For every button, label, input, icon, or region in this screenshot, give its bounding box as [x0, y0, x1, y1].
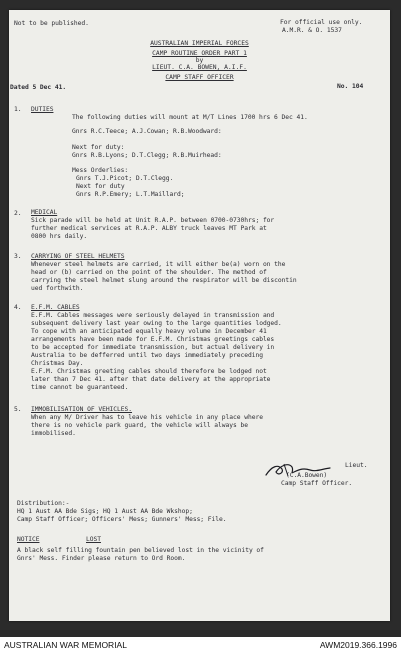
- medical-line: Sick parade will be held at Unit R.A.P. between 0700-0730hrs; for: [31, 217, 275, 224]
- section-number: 5.: [14, 406, 22, 413]
- notice-line: A black self filling fountain pen believed lost in the vicinity of: [17, 547, 264, 554]
- archive-name: AUSTRALIAN WAR MEMORIAL: [4, 640, 127, 650]
- not-published-note: Not to be published.: [14, 20, 89, 27]
- cables-line: later than 7 Dec 41. after that date delivery at the appropriate: [31, 376, 271, 383]
- duties-intro: The following duties will mount at M/T Lines 1700 hrs 6 Dec 41.: [72, 114, 308, 121]
- order-date: Dated 5 Dec 41.: [10, 84, 67, 91]
- signature-name: (C.A.Bowen): [286, 472, 328, 479]
- by-text: by: [195, 57, 204, 64]
- cables-line: E.F.M. Cables messages were seriously delayed in transmission and: [31, 312, 275, 319]
- cables-line: E.F.M. Christmas greeting cables should therefore be lodged not: [31, 368, 267, 375]
- section-heading-vehicles: IMMOBILISATION OF VEHICLES.: [31, 406, 133, 413]
- medical-line: 0800 hrs daily.: [31, 233, 88, 240]
- duties-line: Next for duty: [76, 183, 125, 190]
- cables-line: to be accepted for immediate transmission, but actual delivery in: [31, 344, 275, 351]
- helmets-line: ued forthwith.: [31, 285, 84, 292]
- distribution-heading: Distribution:-: [17, 500, 70, 507]
- distribution-line: HQ 1 Aust AA Bde Sigs; HQ 1 Aust AA Bde Wkshop;: [17, 508, 193, 515]
- official-use-note: For official use only.: [280, 19, 363, 26]
- vehicles-line: there is no vehicle park guard, the vehicle will always be: [31, 422, 248, 429]
- medical-line: further medical services at R.A.P. ALBY truck leaves MT Park at: [31, 225, 267, 232]
- force-title: AUSTRALIAN IMPERIAL FORCES: [150, 40, 249, 47]
- vehicles-line: When any M/ Driver has to leave his vehicle in any place where: [31, 414, 263, 421]
- order-title: CAMP ROUTINE ORDER PART 1: [152, 50, 247, 57]
- form-reference: A.M.R. & O. 1537: [282, 27, 342, 34]
- section-heading-cables: E.F.M. CABLES: [31, 304, 80, 311]
- duties-line: Gnrs R.P.Emery; L.T.Maillard;: [76, 191, 185, 198]
- helmets-line: Whenever steel helmets are carried, it will either be(a) worn on the: [31, 261, 286, 268]
- duties-line: Gnrs T.J.Picot; D.T.Clegg.: [76, 175, 174, 182]
- officer-role: CAMP STAFF OFFICER: [165, 74, 234, 81]
- signature-rank: Lieut.: [345, 462, 368, 469]
- vehicles-line: immobilised.: [31, 430, 76, 437]
- distribution-line: Camp Staff Officer; Officers' Mess; Gunners' Mess; File.: [17, 516, 227, 523]
- document-page: [9, 10, 390, 621]
- duties-line: Mess Orderlies:: [72, 167, 129, 174]
- section-number: 3.: [14, 253, 22, 260]
- cables-line: subsequent delivery last year owing to the large quantities lodged.: [31, 320, 282, 327]
- notice-label: NOTICE: [17, 536, 40, 543]
- section-heading-medical: MEDICAL: [31, 209, 58, 216]
- cables-line: To cope with an anticipated equally heavy volume in December 41: [31, 328, 267, 335]
- signature-role: Camp Staff Officer.: [281, 480, 353, 487]
- cables-line: arrangements have been made for E.F.M. Christmas greetings cables: [31, 336, 275, 343]
- section-heading-duties: DUTIES: [31, 106, 54, 113]
- officer-name: LIEUT. C.A. BOWEN, A.I.F.: [152, 64, 247, 71]
- section-number: 2.: [14, 210, 22, 217]
- cables-line: Australia to be defferred until two days immediately preceding: [31, 352, 263, 359]
- helmets-line: carrying the steel helmet slung around the respirator will be discontin: [31, 277, 297, 284]
- helmets-line: head or (b) carried on the point of the shoulder. The method of: [31, 269, 267, 276]
- section-heading-helmets: CARRYING OF STEEL HELMETS: [31, 253, 125, 260]
- cables-line: time cannot be guaranteed.: [31, 384, 129, 391]
- cables-line: Christmas Day.: [31, 360, 84, 367]
- duties-line: Gnrs R.B.Lyons; D.T.Clegg; R.B.Muirhead:: [72, 152, 222, 159]
- notice-line: Gnrs' Mess. Finder please return to Ord Room.: [17, 555, 186, 562]
- duties-line: Next for duty:: [72, 144, 125, 151]
- section-number: 4.: [14, 304, 22, 311]
- archive-footer: [0, 637, 401, 653]
- order-number: No. 104: [337, 83, 364, 90]
- notice-title: LOST: [86, 536, 101, 543]
- section-number: 1.: [14, 106, 22, 113]
- archive-reference: AWM2019.366.1996: [319, 640, 397, 650]
- duties-line: Gnrs R.C.Teece; A.J.Cowan; R.B.Woodward:: [72, 128, 222, 135]
